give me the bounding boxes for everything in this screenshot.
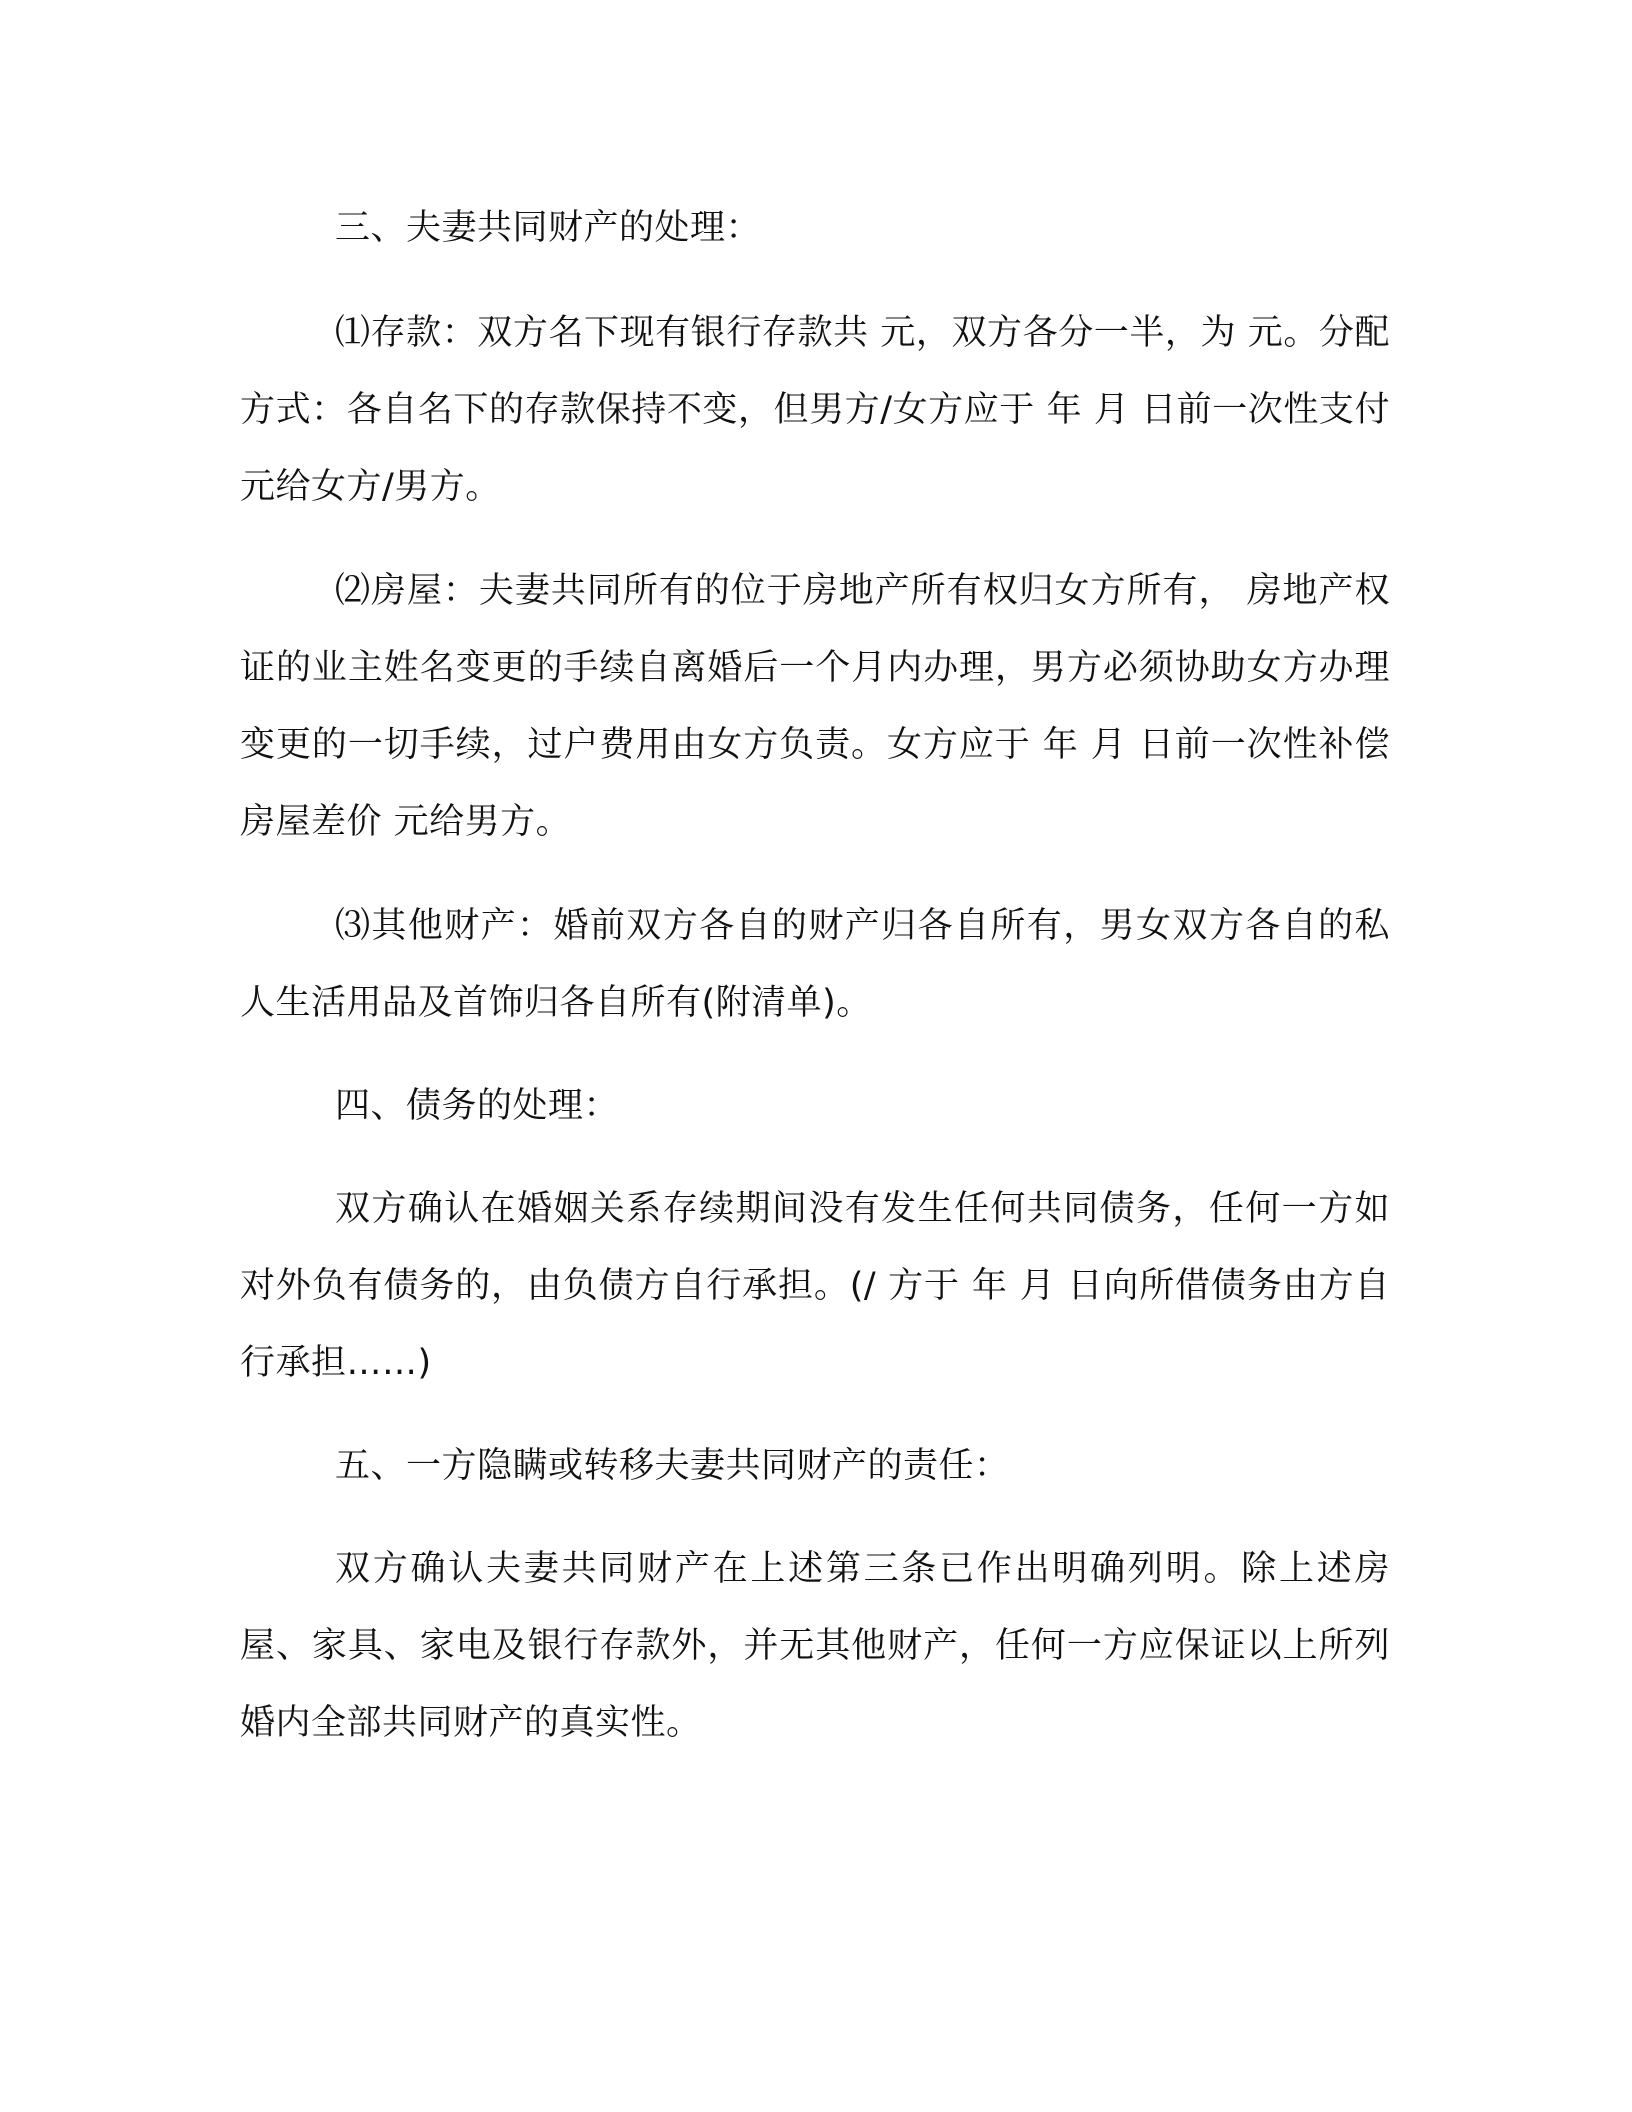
- section-5-heading: 五、一方隐瞒或转移夫妻共同财产的责任：: [335, 1446, 1010, 1486]
- section-3-house-paragraph: ⑵房屋：夫妻共同所有的位于房地产所有权归女方所有， 房地产权证的业主姓名变更的手续自离婚后一个月内办理，男方必须协助女方办理变更的一切手续，过户费用由女方负责。女方应于 年 月 日前一次性补偿房屋差价 元给男方。: [240, 571, 1390, 842]
- section-3-deposit-paragraph: ⑴存款：双方名下现有银行存款共 元，双方各分一半，为 元。分配方式：各自名下的存款保持不变，但男方/女方应于 年 月 日前一次性支付 元给女方/男方。: [240, 313, 1390, 507]
- section-3-other-property-paragraph: ⑶其他财产：婚前双方各自的财产归各自所有，男女双方各自的私人生活用品及首饰归各自所有(附清单)。: [240, 906, 1390, 1023]
- section-4-debt-paragraph: 双方确认在婚姻关系存续期间没有发生任何共同债务，任何一方如对外负有债务的，由负债方自行承担。(/ 方于 年 月 日向所借债务由方自行承担……): [240, 1189, 1390, 1383]
- document-body: [240, 190, 1390, 1762]
- section-5-liability-paragraph: 双方确认夫妻共同财产在上述第三条已作出明确列明。除上述房屋、家具、家电及银行存款外，并无其他财产，任何一方应保证以上所列婚内全部共同财产的真实性。: [240, 1549, 1390, 1743]
- section-3-heading: 三、夫妻共同财产的处理：: [335, 208, 762, 248]
- section-4-heading: 四、债务的处理：: [335, 1086, 620, 1126]
